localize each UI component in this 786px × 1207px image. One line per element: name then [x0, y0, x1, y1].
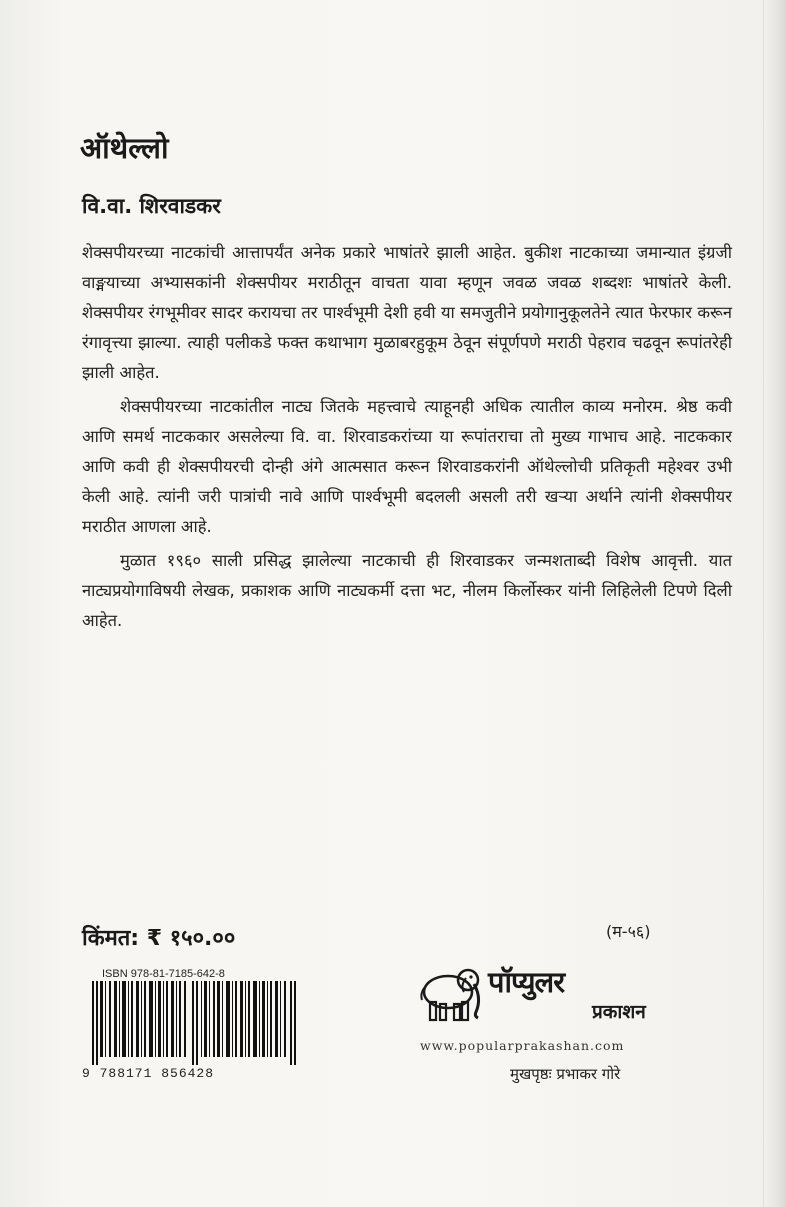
publisher-name: पॉप्युलर	[488, 965, 565, 999]
blurb-paragraph-2: शेक्सपीयरच्या नाटकांतील नाट्य जितके महत्त्वाचे त्याहूनही अधिक त्यातील काव्य मनोरम. श्रेष्ठ कवी आणि समर्थ नाटककार असलेल्या वि. वा. शिरवाडकरांच्या या रूपांतराचा तो मुख्य गाभाच आहे. नाटककार आणि कवी ही शेक्सपीयरची दोन्ही अंगे आत्मसात करून शिरवाडकरांनी ऑथेल्लोची प्रतिकृती महेश्वर उभी केली आहे. त्यांनी जरी पात्रांची नावे आणि पार्श्वभूमी बदलली असली तरी खऱ्या अर्थाने त्यांनी शेक्सपीयर मराठीत आणला आहे.	[82, 397, 732, 536]
barcode-digits: 9 788171 856428	[82, 1066, 215, 1081]
publisher-logo	[416, 958, 688, 1030]
catalog-code: (म-५६)	[606, 922, 651, 941]
isbn-label: ISBN 978-81-7185-642-8	[102, 968, 225, 980]
spine-edge	[763, 0, 786, 1207]
cover-credit: मुखपृष्ठः प्रभाकर गोरे	[510, 1065, 621, 1083]
blurb	[82, 238, 732, 640]
price: किंमत: ₹ १५०.००	[82, 926, 236, 951]
publisher-sub: प्रकाशन	[592, 1001, 646, 1023]
book-title: ऑथेल्लो	[80, 131, 169, 165]
barcode-icon	[82, 981, 314, 1065]
isbn-barcode	[82, 967, 314, 1087]
elephant-icon	[416, 958, 486, 1028]
publisher-website: www.popularprakashan.com	[420, 1038, 625, 1053]
book-author: वि.वा. शिरवाडकर	[82, 194, 221, 218]
blurb-paragraph-1: शेक्सपीयरच्या नाटकांची आत्तापर्यंत अनेक प्रकारे भाषांतरे झाली आहेत. बुकीश नाटकाच्या जमान्यात इंग्रजी वाङ्मयाच्या अभ्यासकांनी शेक्सपीयर मराठीतून वाचता यावा म्हणून जवळ जवळ शब्दशः भाषांतरे केली. शेक्सपीयर रंगभूमीवर सादर करायचा तर पार्श्वभूमी देशी हवी या समजुतीने प्रयोगानुकूलतेने त्यात फेरफार करून रंगावृत्त्या झाल्या. त्याही पलीकडे फक्त कथाभाग मुळाबरहुकूम ठेवून संपूर्णपणे मराठी पेहराव चढवून रूपांतरेही झाली आहेत.	[82, 243, 732, 382]
blurb-paragraph-3: मुळात १९६० साली प्रसिद्ध झालेल्या नाटकाची ही शिरवाडकर जन्मशताब्दी विशेष आवृत्ती. यात नाट्यप्रयोगाविषयी लेखक, प्रकाशक आणि नाट्यकर्मी दत्ता भट, नीलम किर्लोस्कर यांनी लिहिलेली टिपणे दिली आहेत.	[82, 551, 732, 630]
